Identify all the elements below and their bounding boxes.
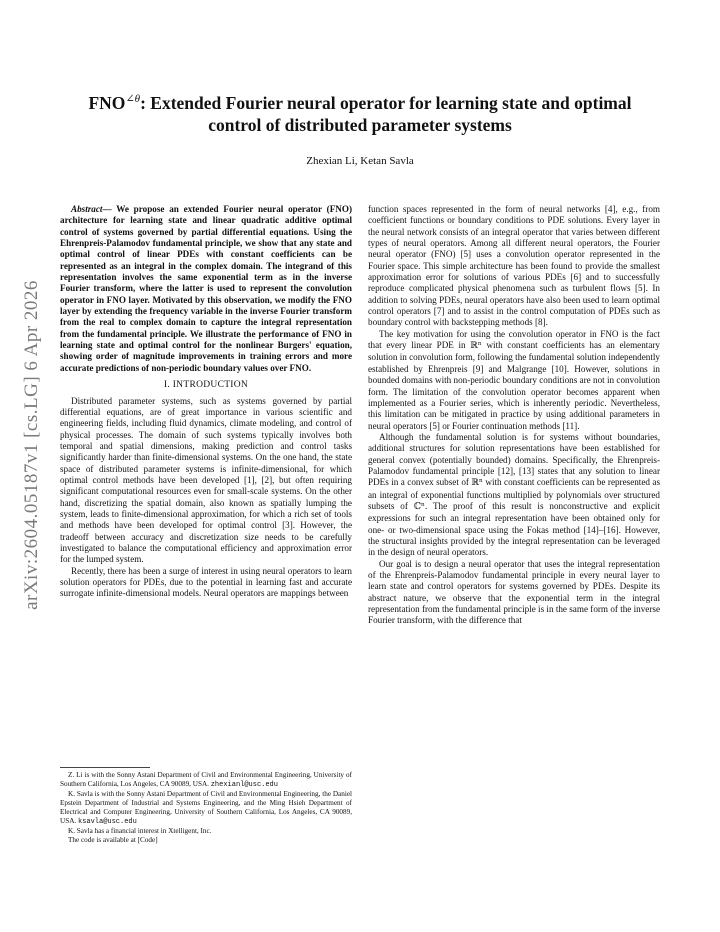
abstract-text: We propose an extended Fourier neural operator (FNO) architecture for learning state and linear quadratic additive optimal control of systems governed by partial differential equations. Using the Ehrenpreis-Palamodov fundamental principle, we show that any state and optimal control of linear PDEs with constant coefficients can be represented as an integral in the complex domain. The integrand of this representation involves the same exponential term as in the inverse Fourier transform, where the latter is used to represent the convolution operator in FNO layer. Motivated by this observation, we modify the FNO layer by extending the frequency variable in the inverse Fourier transform from the real to complex domain to capture the integral representation from the fundamental principle. We illustrate the performance of FNO in learning state and optimal control for the nonlinear Burgers' equation, showing order of magnitude improvements in training errors and more accurate predictions of non-periodic boundary values over FNO. — [60, 204, 353, 373]
footnote-li-text: Z. Li is with the Sonny Astani Department of Civil and Environmental Engineering, University of Southern California, Los Angeles, CA 90089, USA. — [60, 771, 352, 788]
title-main: : Extended Fourier neural operator for learning state and optimal control of distributed parameter systems — [140, 92, 632, 135]
math-real-n-2: ℝⁿ — [471, 478, 483, 489]
title-prefix: FNO — [88, 92, 126, 113]
right-paragraph-1: function spaces represented in the form of neural networks [4], e.g., from coefficient functions or boundary conditions to PDE solutions. Every layer in the neural network consists of an integral operator that varies between different types of neural operators. Among all different neural operators, the Fourier neural operator (FNO) [5] uses a convolution operator represented in the Fourier space. This simple architecture has been found to provide the smallest approximation error for solutions of various PDEs [6] and to successfully reproduce complicated physical phenomena such as turbulent flows [5]. In addition to solving PDEs, neural operators have also been used to learn optimal control operators [7] and to assist in the control computation of PDEs such as boundary control with backstepping methods [8]. — [368, 204, 660, 328]
paper-title — [70, 88, 650, 136]
p2-text-a: The key motivation for using the convolution operator in FNO is the fact that every linear PDE in — [368, 328, 660, 351]
right-column — [368, 204, 660, 627]
footnotes — [60, 767, 352, 845]
right-paragraph-2 — [368, 329, 660, 432]
footnote-affiliation-li — [60, 771, 352, 790]
section-heading-introduction: I. INTRODUCTION — [163, 380, 249, 391]
p2-text-b: with constant coefficients has an elementary solution in convolution form, following the fundamental solution independently established by Ehrenpreis [9] and Malgrange [10]. However, solutions in bounded domains with non-periodic boundary conditions are not in convolution form. The limitation of the convolution operator becomes apparent when implemented as a Fourier series, which is inherently periodic. Nevertheless, this limitation can be mitigated in practice by using additional parameters in neural operators [5] or Fourier continuation methods [11]. — [368, 340, 660, 431]
math-real-n: ℝⁿ — [470, 341, 482, 352]
footnote-rule — [60, 767, 150, 768]
intro-paragraph-2: Recently, there has been a surge of interest in using neural operators to learn solution operators for PDEs, due to the potential in learning fast and accurate surrogate infinite-dimensional models. Neural operators are mappings between — [60, 565, 352, 599]
right-paragraph-4: Our goal is to design a neural operator that uses the integral representation of the Ehrenpreis-Palamodov fundamental principle in every neural layer to learn state and control operators for systems governed by PDEs. Despite its abstract nature, we observe that the exponential term in the integral representation from the fundamental principle is in the same form of the inverse Fourier transform, with the difference that — [368, 558, 660, 626]
intro-paragraph-1: Distributed parameter systems, such as systems governed by partial differential equations, are of great importance in various scientific and engineering fields, including fluid dynamics, climate modeling, and control of physical processes. The domain of such systems typically involves both temporal and spatial dimensions, making prediction and control tasks significantly harder than finite-dimensional systems. On the one hand, the state space of distributed parameter systems is infinite-dimensional, for which optimal control methods have been developed [1], [2], but often requiring significant computational resources even for small-scale systems. On the other hand, discretizing the spatial domain, also known as spatially lumping the system, leads to finite-dimensional approximation, for which a rich set of tools and methods have been developed for optimal control [3]. However, the tradeoff between accuracy and discretization size needs to be carefully investigated to balance the computational efficiency and approximation error for the lumped system. — [60, 395, 352, 565]
footnote-affiliation-savla — [60, 790, 352, 827]
footnote-financial-interest: K. Savla has a financial interest in Xtelligent, Inc. — [68, 827, 212, 835]
email-li-link[interactable]: zhexianl@usc.edu — [210, 781, 278, 789]
left-column — [60, 204, 352, 600]
footnote-savla-text: K. Savla is with the Sonny Astani Department of Civil and Environmental Engineering, the Daniel Epstein Department of Industrial and Systems Engineering, and the Ming Hsieh Department of Electrical and Computer Engineering, University of Southern California, Los Angeles, CA 90089, USA. — [60, 790, 352, 825]
footnote-code-availability: The code is available at [Code] — [68, 836, 158, 844]
abstract — [60, 204, 352, 374]
right-paragraph-3 — [368, 432, 660, 559]
abstract-label: Abstract — [71, 204, 103, 214]
author-list: Zhexian Li, Ketan Savla — [306, 155, 414, 167]
arxiv-identifier-stamp — [10, 215, 54, 675]
p3-text-c: . The proof of this result is nonconstructive and explicit expressions for such an integral representation have been obtained only for one- or two-dimensional space using the Fokas method [14]–[16]. However, the structural insights provided by the integral representation can be leveraged in the design of neural operators. — [368, 500, 660, 558]
email-savla-link[interactable]: ksavla@usc.edu — [77, 818, 137, 826]
title-superscript: ∠θ — [125, 93, 141, 105]
p3-text-a: Although the fundamental solution is for systems without boundaries, additional structures for solution representations have been established for general convex (potentially bounded) domains. Specifically, the Ehrenpreis-Palamodov fundamental principle [12], [13] states that any solution to linear PDEs in a convex subset of — [368, 431, 660, 488]
p3-text-b: with constant coefficients can be represented as an integral of exponential functions multiplied by polynomials over structured subsets of — [368, 477, 660, 511]
abstract-dash: — — [102, 204, 117, 214]
arxiv-identifier-text: arXiv:2604.05187v1 [cs.LG] 6 Apr 2026 — [21, 280, 43, 610]
math-complex-n: ℂⁿ — [413, 501, 425, 512]
